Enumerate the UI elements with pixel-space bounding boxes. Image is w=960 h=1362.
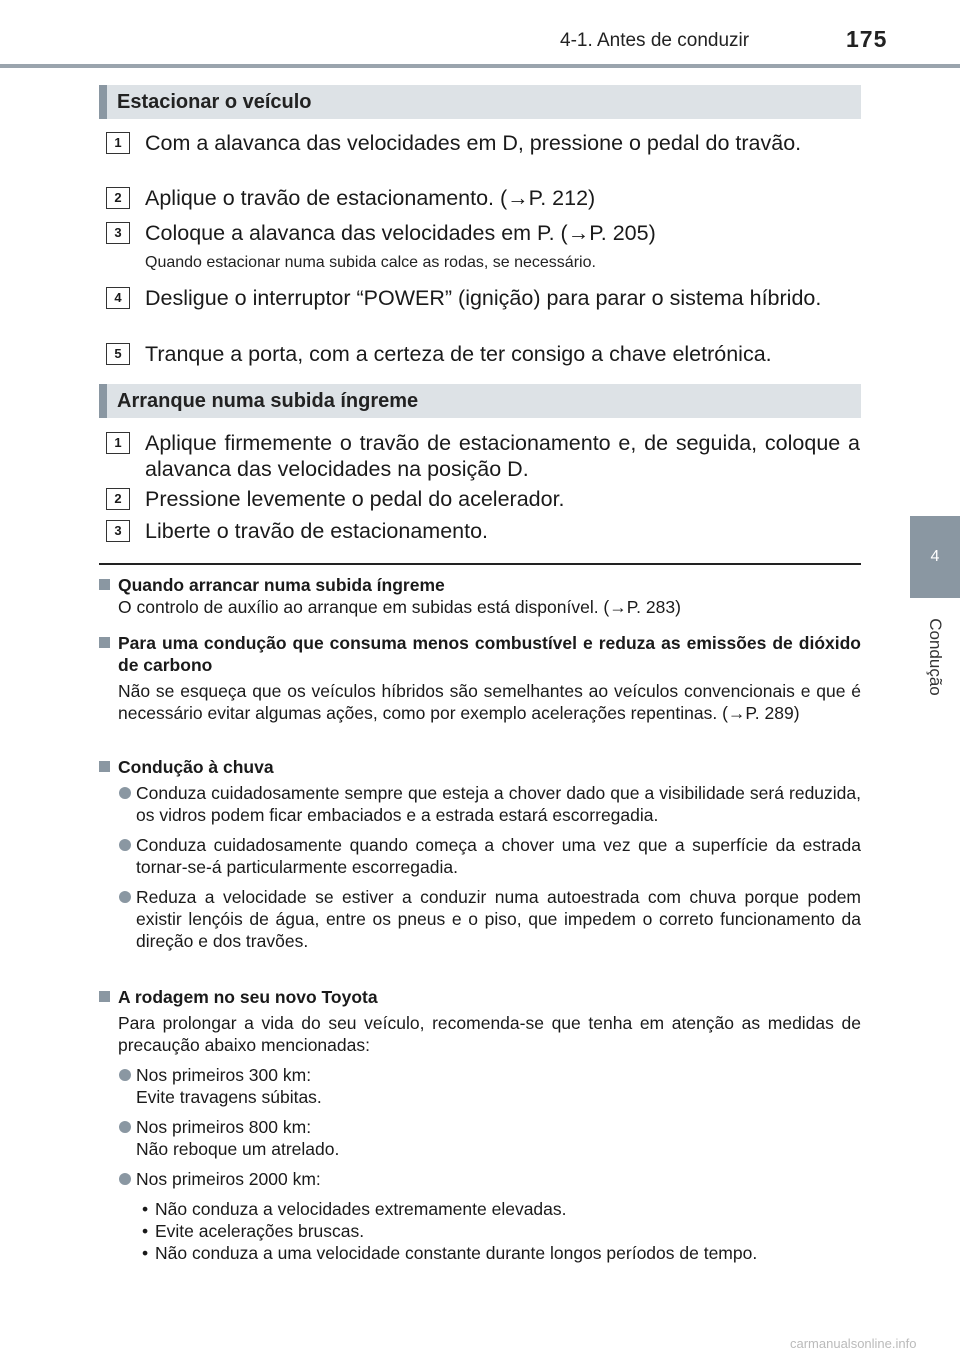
step-number: 1 [106,432,130,454]
note-body: Não se esqueça que os veículos híbridos são semelhantes ao veículos convencionais e que é necessário evitar algumas ações, como por exemplo acelerações repentinas. (→P. 289) [118,681,861,723]
step-number: 1 [106,132,130,154]
step-text: Coloque a alavanca das velocidades em P. (→P. 205) [145,221,656,245]
dot-bullet-icon: • [142,1243,149,1263]
step-text: Tranque a porta, com a certeza de ter consigo a chave eletrónica. [145,342,772,366]
bullet-item: Reduza a velocidade se estiver a conduzir numa autoestrada com chuva porque podem existir lençóis de água, entre os pneus e o piso, que impedem o correto funcionamento da direção e dos travões. [99,886,861,952]
sub-bullet-item: • Não conduza a uma velocidade constante durante longos períodos de tempo. [142,1243,758,1263]
bullet-item: Nos primeiros 2000 km: [99,1168,861,1190]
step-text: Pressione levemente o pedal do acelerador. [145,487,565,511]
step-number: 4 [106,287,130,309]
bullet-item: Conduza cuidadosamente sempre que esteja a chover dado que a visibilidade será reduzida, os vidros podem ficar embaciados e a estrada estará escorregadia. [99,782,861,826]
circle-bullet-icon [119,891,131,903]
circle-bullet-icon [119,1121,131,1133]
dot-bullet-icon: • [142,1199,149,1219]
step-text: Com a alavanca das velocidades em D, pressione o pedal do travão. [145,131,802,155]
note-heading: A rodagem no seu novo Toyota [99,986,861,1008]
section-title: Arranque numa subida íngreme [117,390,419,412]
chapter-tab[interactable]: 4 [910,516,960,598]
circle-bullet-icon [119,1173,131,1185]
header-rule [0,64,960,68]
section-heading-parking [99,85,861,119]
section-title: Estacionar o veículo [117,91,312,113]
step-item [106,220,860,246]
step-item [106,285,860,311]
square-bullet-icon [99,991,110,1002]
step-item [106,486,860,512]
circle-bullet-icon [119,1069,131,1081]
step-item [106,430,860,482]
step-number: 5 [106,343,130,365]
watermark-footer: carmanualsonline.info [790,1336,917,1351]
running-header-section: 4-1. Antes de conduzir [560,30,750,51]
note-block [99,574,861,618]
note-heading: Para uma condução que consuma menos combustível e reduza as emissões de dióxido de carbono [99,632,861,676]
note-block [99,632,861,724]
step-number: 2 [106,488,130,510]
step-number: 2 [106,187,130,209]
bullet-item: Nos primeiros 800 km: Não reboque um atrelado. [99,1116,861,1160]
sub-bullet-item: • Não conduza a velocidades extremamente elevadas. [142,1199,567,1219]
step-text: Liberte o travão de estacionamento. [145,519,489,543]
circle-bullet-icon [119,839,131,851]
square-bullet-icon [99,579,110,590]
step-text: Desligue o interruptor “POWER” (ignição) para parar o sistema híbrido. [145,286,822,310]
dot-bullet-icon: • [142,1221,149,1241]
parking-note: Quando estacionar numa subida calce as rodas, se necessário. [145,254,596,271]
step-item [106,341,860,367]
square-bullet-icon [99,637,110,648]
page-number: 175 [846,26,888,52]
chapter-label-text: Condução [926,618,945,696]
step-text: Aplique o travão de estacionamento. (→P. 212) [145,186,596,210]
bullet-item: Nos primeiros 300 km: Evite travagens súbitas. [99,1064,861,1108]
note-block [99,986,861,1264]
note-block [99,756,861,952]
note-heading: Condução à chuva [99,756,861,778]
circle-bullet-icon [119,787,131,799]
chapter-label [910,602,960,712]
step-item [106,185,860,211]
section-heading-hill-start [99,384,861,418]
step-item [106,130,860,156]
step-item [106,518,860,544]
sub-bullet-item: • Evite acelerações bruscas. [142,1221,365,1241]
section-divider [99,563,861,565]
square-bullet-icon [99,761,110,772]
bullet-item: Conduza cuidadosamente quando começa a chover uma vez que a superfície da estrada tornar-se-á particularmente escorregadia. [99,834,861,878]
note-heading: Quando arrancar numa subida íngreme [99,574,861,596]
note-body: Para prolongar a vida do seu veículo, recomenda-se que tenha em atenção as medidas de precaução abaixo mencionadas: [118,1013,861,1055]
step-text: Aplique firmemente o travão de estacionamento e, de seguida, coloque a alavanca das velocidades na posição D. [145,431,860,481]
step-number: 3 [106,222,130,244]
note-body: O controlo de auxílio ao arranque em subidas está disponível. (→P. 283) [118,597,681,617]
step-number: 3 [106,520,130,542]
